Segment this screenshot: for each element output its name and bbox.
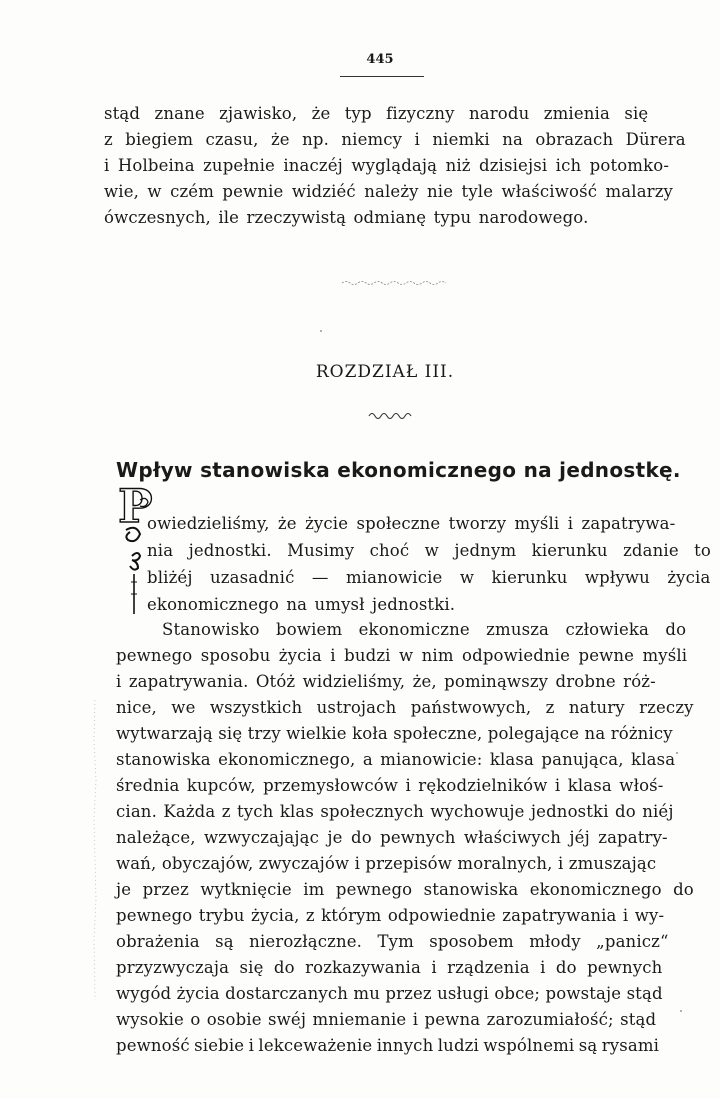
text-line: z biegiem czasu, że np. niemcy i niemki na obrazach Dürera (104, 130, 686, 149)
text-line: przyzwyczaja się do rozkazywania i rządzenia i do pewnych (116, 958, 663, 977)
text-line: średnia kupców, przemysłowców i rękodzielników i klasa włoś- (116, 776, 664, 795)
text-line: wysokie o osobie swéj mniemanie i pewna zarozumiałość; stąd (116, 1010, 657, 1029)
scan-speck (676, 752, 678, 754)
svg-text:P: P (118, 486, 153, 533)
text-line: wie, w czém pewnie widziéć należy nie tyle właściwość malarzy (104, 182, 674, 201)
chapter-squiggle-ornament (367, 410, 415, 420)
text-line: je przez wytknięcie im pewnego stanowiska ekonomicznego do (116, 880, 694, 899)
text-line: i zapatrywania. Otóż widzieliśmy, że, pominąwszy drobne róż- (116, 672, 656, 691)
text-line: stanowiska ekonomicznego, a mianowicie: klasa panująca, klasa (116, 750, 676, 769)
chapter-title: ROZDZIAŁ III. (315, 362, 455, 382)
text-line: ekonomicznego na umysł jednostki. (147, 595, 456, 614)
section-heading: Wpływ stanowiska ekonomicznego na jednostkę. (116, 458, 681, 482)
text-line: cian. Każda z tych klas społecznych wychowuje jednostki do niéj (116, 802, 674, 821)
text-line: obrażenia są nierozłączne. Tym sposobem młody „panicz“ (116, 932, 669, 951)
text-line: owiedzieliśmy, że życie społeczne tworzy myśli i zapatrywa- (147, 514, 676, 533)
text-line: ówczesnych, ile rzeczywistą odmianę typu narodowego. (104, 208, 589, 227)
ornament-divider (340, 280, 448, 286)
scan-margin-artifact (88, 700, 102, 1000)
scan-speck (680, 1010, 682, 1012)
text-line: wytwarzają się trzy wielkie koła społeczne, polegające na różnicy (116, 724, 673, 743)
text-line: wygód życia dostarczanych mu przez usługi obce; powstaje stąd (116, 984, 663, 1003)
text-line: pewnego trybu życia, z którym odpowiednie zapatrywania i wy- (116, 906, 665, 925)
text-line: nia jednostki. Musimy choć w jednym kierunku zdanie to (147, 541, 711, 560)
text-line: pewność siebie i lekceważenie innych ludzi wspólnemi są rysami (116, 1036, 660, 1055)
page-number-rule (340, 76, 424, 77)
page-number: 445 (366, 52, 394, 67)
text-line: stąd znane zjawisko, że typ fizyczny narodu zmienia się (104, 104, 649, 123)
text-line: Stanowisko bowiem ekonomiczne zmusza człowieka do (162, 620, 687, 639)
text-line: pewnego sposobu życia i budzi w nim odpowiednie pewne myśli (116, 646, 688, 665)
text-line: bliżéj uzasadnić — mianowicie w kierunku wpływu życia (147, 568, 711, 587)
text-line: wań, obyczajów, zwyczajów i przepisów moralnych, i zmuszając (116, 854, 657, 873)
text-line: należące, wzwyczajając je do pewnych właściwych jéj zapatry- (116, 828, 668, 847)
scan-speck (320, 330, 322, 332)
text-line: i Holbeina zupełnie inaczéj wyglądają niż dzisiejsi ich potomko- (104, 156, 670, 175)
text-line: nice, we wszystkich ustrojach państwowych, z natury rzeczy (116, 698, 694, 717)
